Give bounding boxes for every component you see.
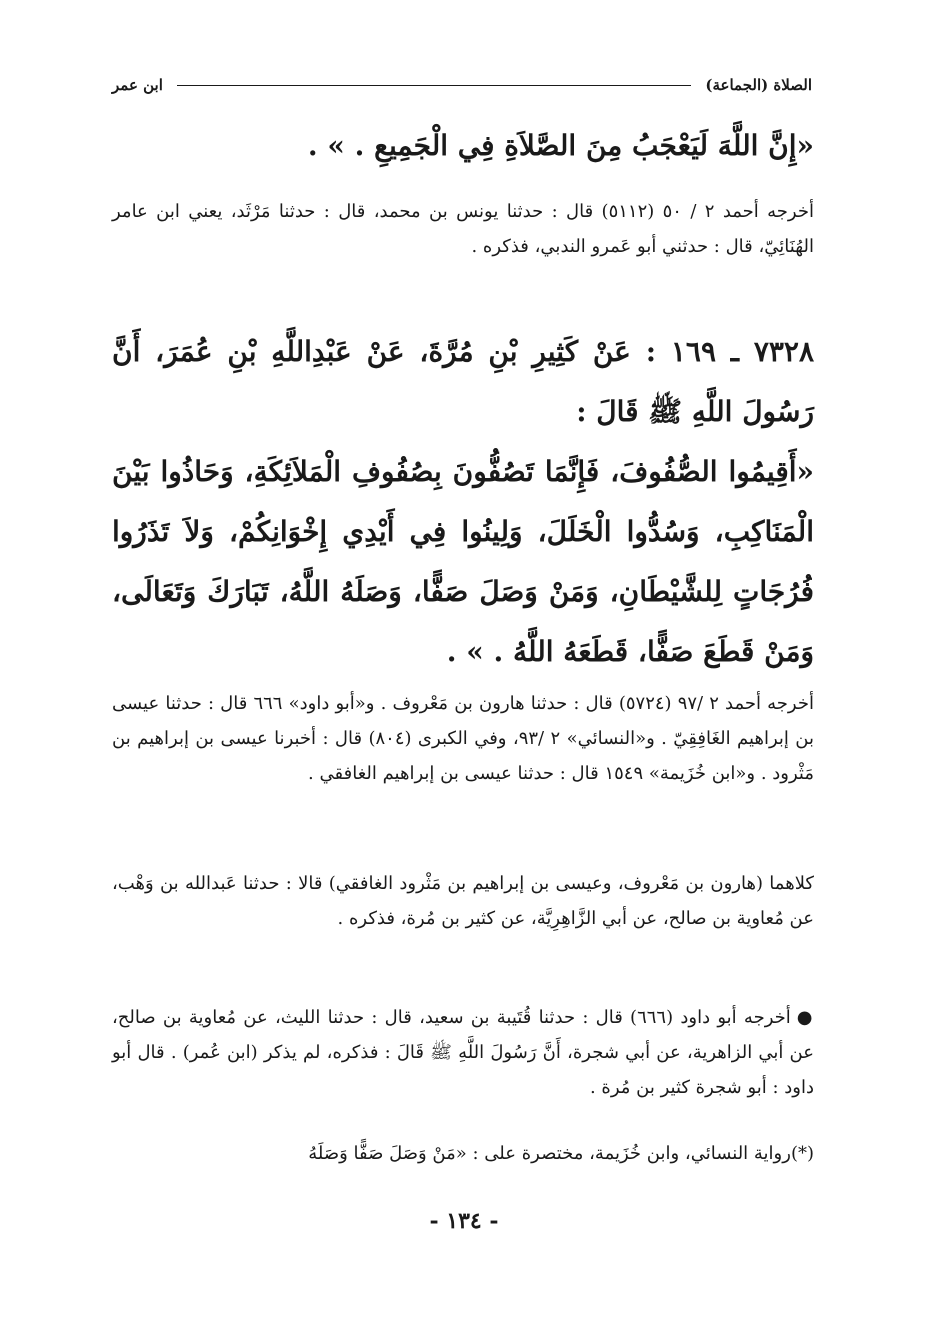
header-rule xyxy=(177,85,691,86)
page-number: - ١٣٤ - xyxy=(429,1208,499,1234)
footnote: (*)رواية النسائي، وابن خُزَيمة، مختصرة على : «مَنْ وَصَلَ صَفًّا وَصَلَهُ xyxy=(308,1143,814,1164)
takhrij-paragraph-3: كلاهما (هارون بن مَعْروف، وعيسى بن إبراهيم بن مَثْرود الغافقي) قالا : حدثنا عَبدالله بن وَهْب، عن مُعاوية بن صالح، عن أبي الزَّاهِرِيَّة، عن كثير بن مُرة، فذكره . xyxy=(112,873,814,929)
takhrij-paragraph-2: أخرجه أحمد ٢ /٩٧ (٥٧٢٤) قال : حدثنا هارون بن مَعْروف . و«أبو داود» ٦٦٦ قال : حدثنا عيسى بن إبراهيم الغَافِقِيّ . و«النسائي» ٢ /٩٣، وفي الكبرى (٨٠٤) قال : أخبرنا عيسى بن إبراهيم بن مَثْرود . و«ابن خُزَيمة» ١٥٤٩ قال : حدثنا عيسى بن إبراهيم الغافقي . xyxy=(112,693,814,784)
section-title: الصلاة (الجماعة) xyxy=(705,76,812,94)
hadith-isnad: ٧٣٢٨ ـ ١٦٩ : عَنْ كَثِيرِ بْنِ مُرَّةَ، عَنْ عَبْدِاللَّهِ بْنِ عُمَرَ، أَنَّ رَسُولَ اللَّهِ ﷺ قَالَ : xyxy=(112,335,814,428)
running-header xyxy=(112,72,812,98)
previous-hadith-ending: «إِنَّ اللَّهَ لَيَعْجَبُ مِنَ الصَّلاَةِ فِي الْجَمِيعِ . » . xyxy=(307,129,814,162)
book-name: ابن عمر xyxy=(112,76,163,94)
bullet-icon: ● xyxy=(796,1007,815,1028)
hadith-matn: «أَقِيمُوا الصُّفُوفَ، فَإِنَّمَا تَصُفُّونَ بِصُفُوفِ الْمَلاَئِكَةِ، وَحَاذُوا بَيْنَ الْمَنَاكِبِ، وَسُدُّوا الْخَلَلَ، وَلِينُوا فِي أَيْدِي إِخْوَانِكُمْ، وَلاَ تَذَرُوا فُرُجَاتٍ لِلشَّيْطَانِ، وَمَنْ وَصَلَ صَفًّا، وَصَلَهُ اللَّهُ، تَبَارَكَ وَتَعَالَى، وَمَنْ قَطَعَ صَفًّا، قَطَعَهُ اللَّهُ . » . xyxy=(112,455,814,668)
takhrij-paragraph-4-text: أخرجه أبو داود (٦٦٦) قال : حدثنا قُتَيبة بن سعيد، قال : حدثنا الليث، عن مُعاوية بن صالح، عن أبي الزاهرية، عن أبي شجرة، أَنَّ رَسُولَ اللَّهِ ﷺ قَالَ : فذكره، لم يذكر (ابن عُمر) . قال أبو داود : أبو شجرة كثير بن مُرة . xyxy=(112,1007,814,1098)
takhrij-paragraph-4 xyxy=(112,1000,814,1105)
takhrij-paragraph-1: أخرجه أحمد ٢ / ٥٠ (٥١١٢) قال : حدثنا يونس بن محمد، قال : حدثنا مَرْثَد، يعني ابن عامر الهُنَائِيّ، قال : حدثني أبو عَمرو الندبي، فذكره . xyxy=(112,201,814,257)
